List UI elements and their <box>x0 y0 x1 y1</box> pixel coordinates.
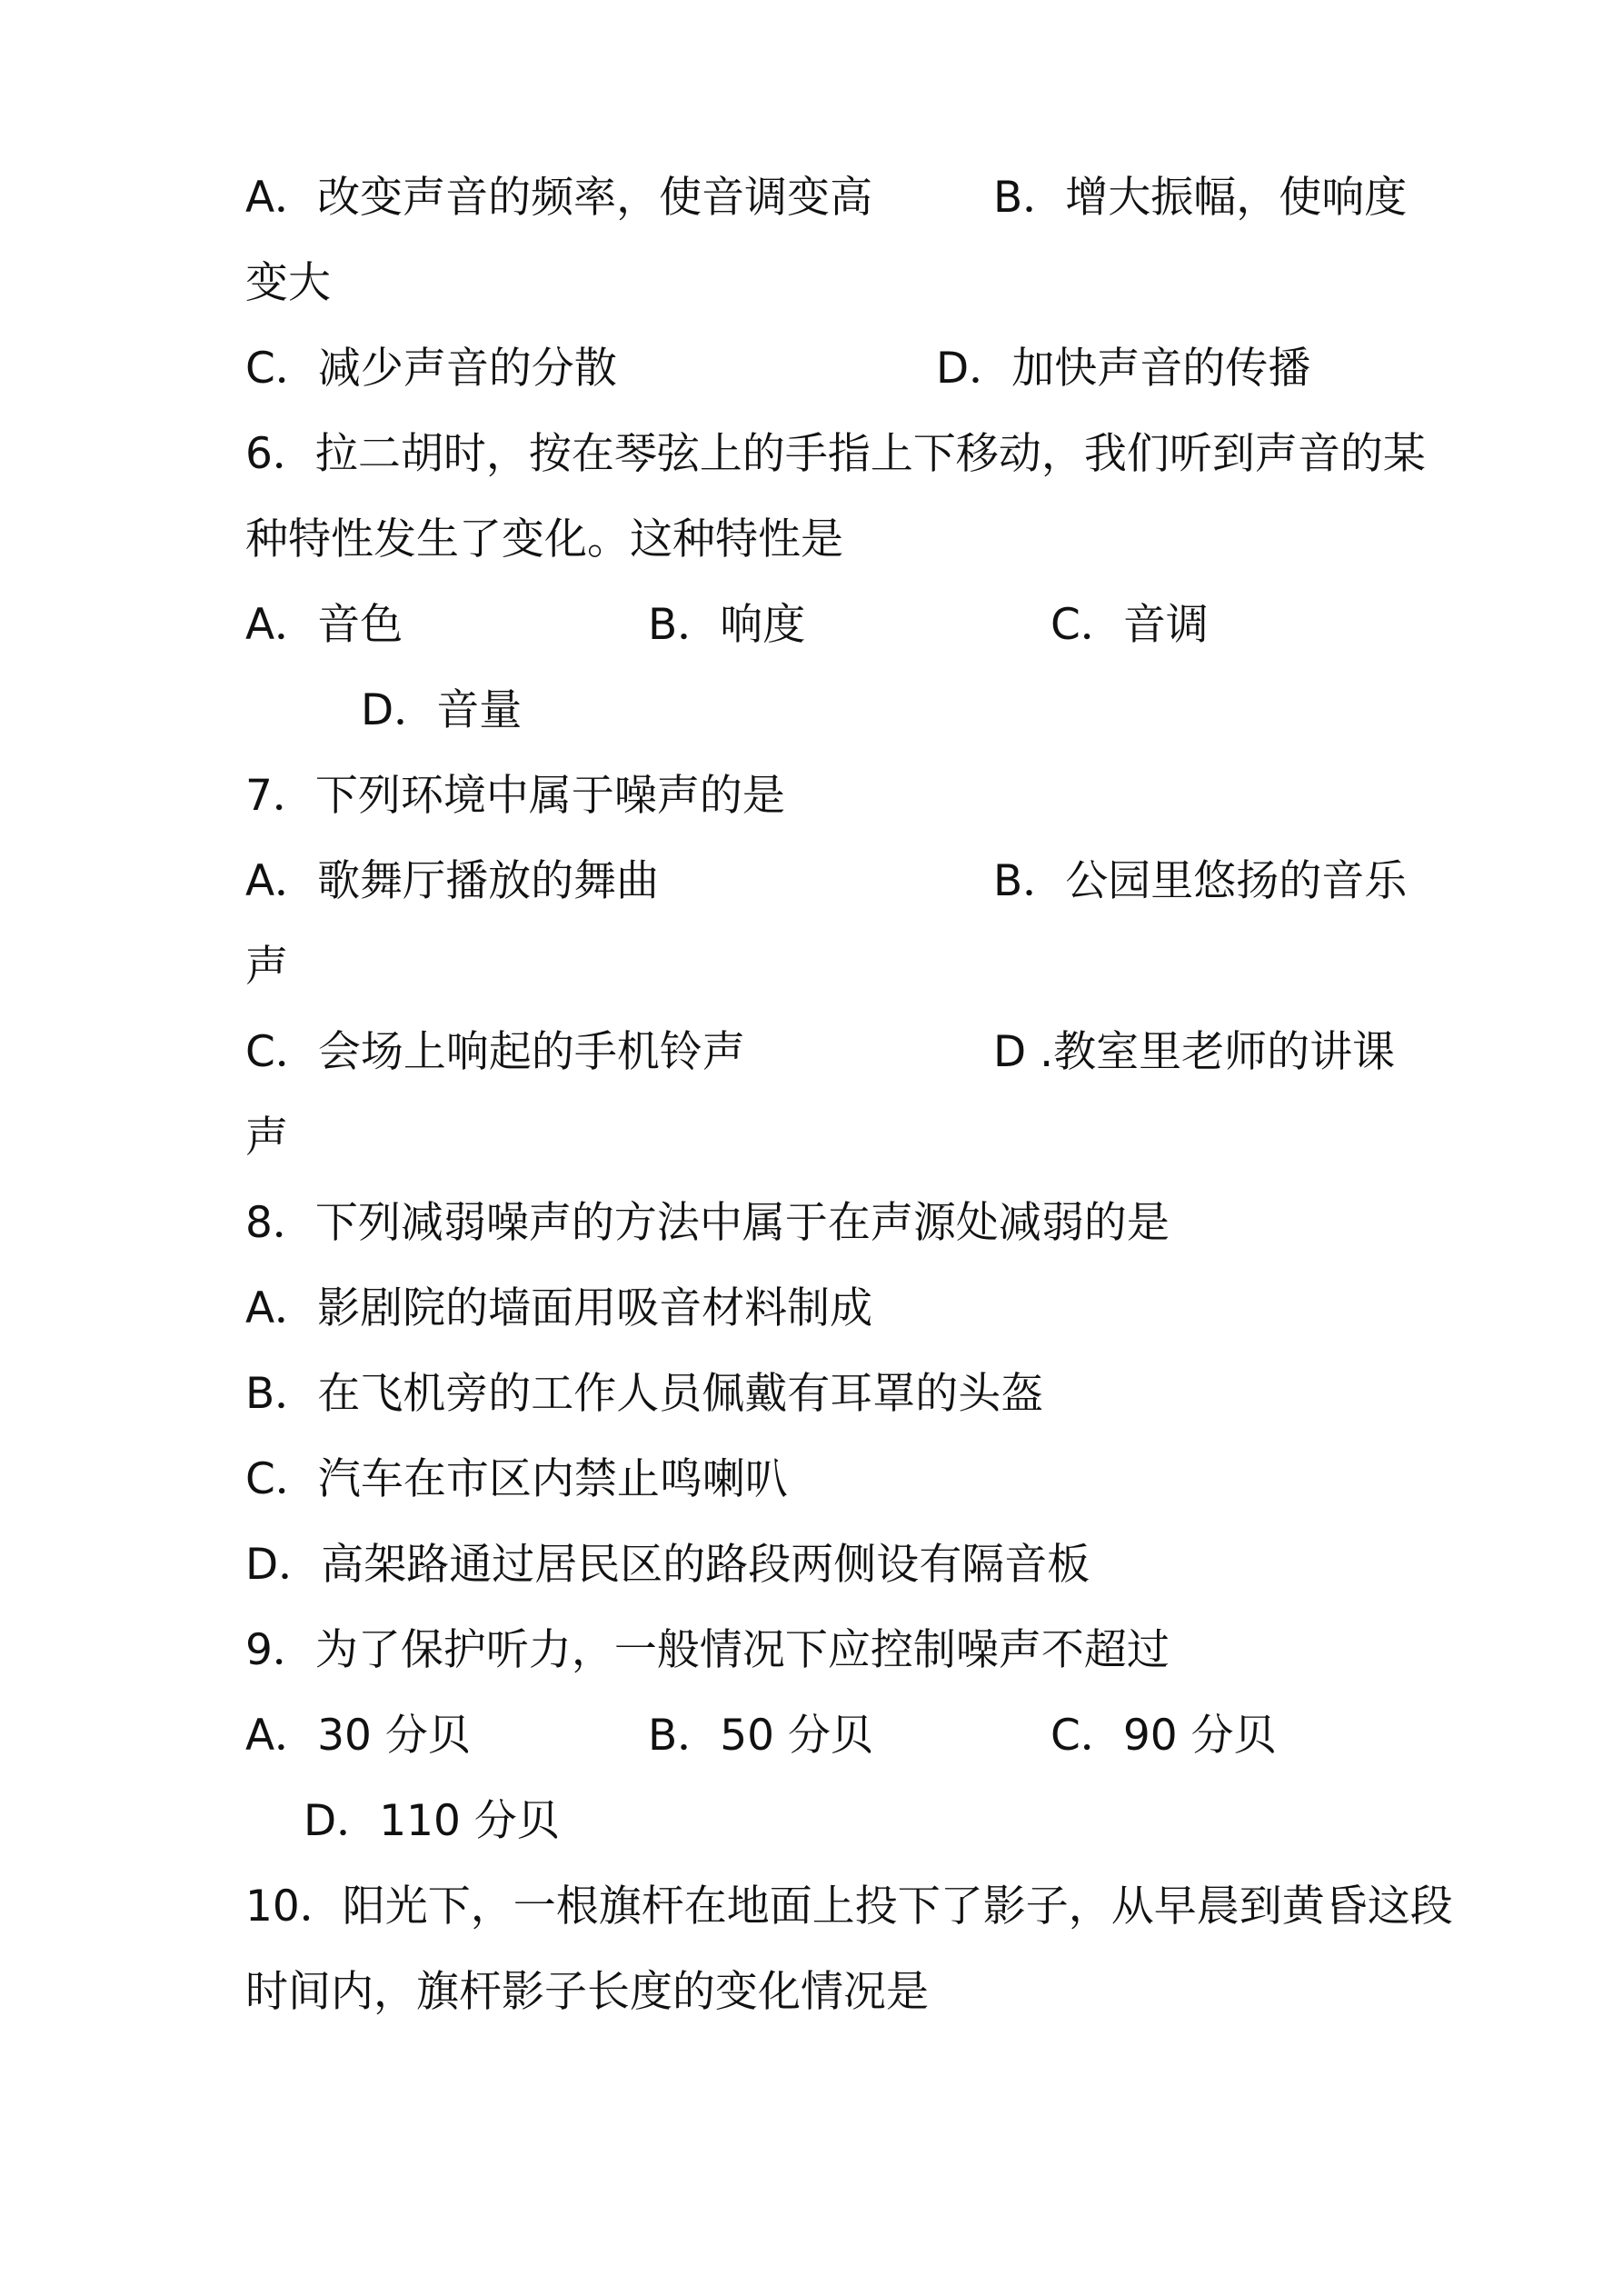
q10-stem-line2: 时间内，旗杆影子长度的变化情况是 <box>245 1967 929 2017</box>
q6-stem-line1: 6．拉二胡时，按在琴弦上的手指上下移动，我们听到声音的某 <box>245 429 1426 479</box>
q7-option-c: C．会场上响起的手机铃声 <box>245 1027 745 1077</box>
q5-option-b-continued: 变大 <box>245 258 331 308</box>
q8-stem: 8．下列减弱噪声的方法中属于在声源处减弱的是 <box>245 1198 1170 1248</box>
q7-option-b: B．公园里悠扬的音乐 <box>993 856 1408 906</box>
q9-option-b: B．50 分贝 <box>648 1711 873 1761</box>
q6-option-d: D．音量 <box>361 685 523 735</box>
q8-option-c: C．汽车在市区内禁止鸣喇叭 <box>245 1454 788 1504</box>
q7-stem: 7．下列环境中属于噪声的是 <box>245 771 785 821</box>
q6-option-c: C．音调 <box>1050 600 1209 650</box>
q6-stem-line2: 种特性发生了变化。这种特性是 <box>245 514 843 564</box>
q5-option-c: C．减少声音的分散 <box>245 344 617 394</box>
q6-option-a: A．音色 <box>245 600 403 650</box>
q8-option-b: B．在飞机旁的工作人员佩戴有耳罩的头盔 <box>245 1369 1044 1419</box>
q8-option-d: D．高架路通过居民区的路段两侧设有隔音板 <box>245 1540 1090 1590</box>
q5-option-b: B．增大振幅，使响度 <box>993 173 1408 223</box>
q9-option-c: C．90 分贝 <box>1050 1711 1277 1761</box>
q6-option-b: B．响度 <box>648 600 806 650</box>
q7-option-d: D .教室里老师的讲课 <box>993 1027 1396 1077</box>
q9-option-d: D．110 分贝 <box>304 1796 560 1846</box>
q7-option-d-continued: 声 <box>245 1113 288 1163</box>
q5-option-d: D．加快声音的传播 <box>936 344 1311 394</box>
q9-stem: 9．为了保护听力，一般情况下应控制噪声不超过 <box>245 1625 1170 1675</box>
q10-stem-line1: 10．阳光下，一根旗杆在地面上投下了影子，从早晨到黄昏这段 <box>245 1882 1453 1932</box>
q5-option-a: A．改变声音的频率，使音调变高 <box>245 173 873 223</box>
q8-option-a: A．影剧院的墙面用吸音材料制成 <box>245 1283 873 1333</box>
q9-option-a: A．30 分贝 <box>245 1711 471 1761</box>
q7-option-b-continued: 声 <box>245 942 288 992</box>
q7-option-a: A．歌舞厅播放的舞曲 <box>245 856 660 906</box>
